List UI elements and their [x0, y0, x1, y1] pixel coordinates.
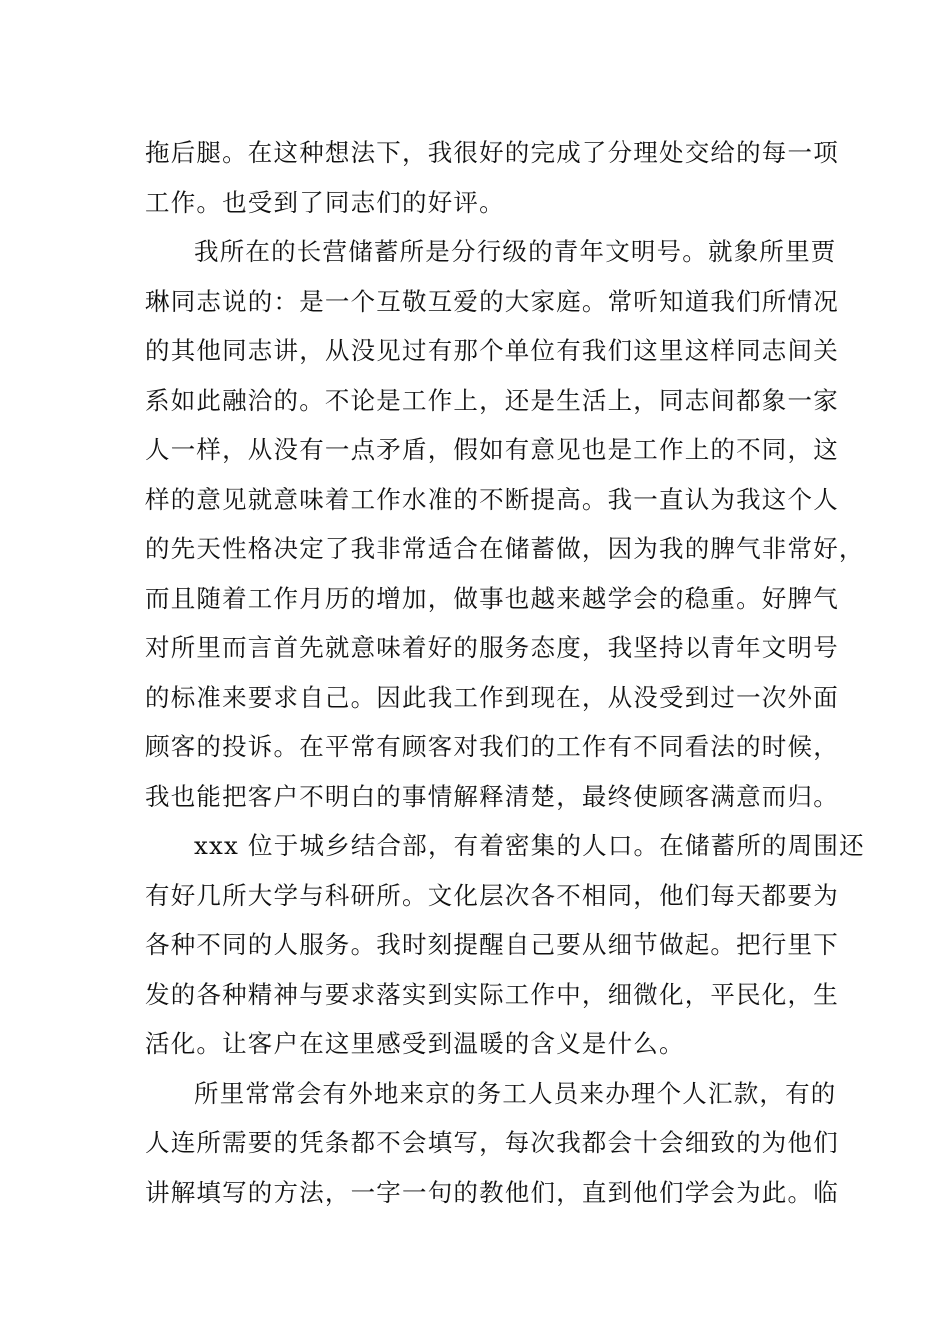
text-line: 的标准来要求自己。因此我工作到现在，从没受到过一次外面 [145, 682, 839, 712]
text-line: 讲解填写的方法，一字一句的教他们，直到他们学会为此。临 [145, 1177, 839, 1207]
text-line: 对所里而言首先就意味着好的服务态度，我坚持以青年文明号 [145, 633, 839, 662]
text-line: 人一样，从没有一点矛盾，假如有意见也是工作上的不同，这 [145, 435, 839, 464]
text-line: 的其他同志讲，从没见过有那个单位有我们这里这样同志间关 [145, 336, 839, 365]
text-line: 我也能把客户不明白的事情解释清楚，最终使顾客满意而归。 [145, 781, 839, 811]
text-line: 系如此融洽的。不论是工作上，还是生活上，同志间都象一家 [145, 385, 839, 415]
text-line: 样的意见就意味着工作水准的不断提高。我一直认为我这个人 [145, 484, 839, 514]
text-line: 而且随着工作月历的增加，做事也越来越学会的稳重。好脾气 [145, 583, 839, 613]
text-line: 所里常常会有外地来京的务工人员来办理个人汇款，有的 [194, 1078, 837, 1108]
text-line: 的先天性格决定了我非常适合在储蓄做，因为我的脾气非常好， [145, 534, 865, 563]
text-line: xxx 位于城乡结合部，有着密集的人口。在储蓄所的周围还 [194, 831, 865, 860]
text-line: 我所在的长营储蓄所是分行级的青年文明号。就象所里贾 [194, 237, 837, 266]
text-line: 各种不同的人服务。我时刻提醒自己要从细节做起。把行里下 [145, 930, 839, 959]
text-line: 琳同志说的：是一个互敬互爱的大家庭。常听知道我们所情况 [145, 286, 839, 316]
text-line: 工作。也受到了同志们的好评。 [145, 187, 505, 217]
body-text [145, 128, 865, 1217]
text-line: 有好几所大学与科研所。文化层次各不相同，他们每天都要为 [145, 880, 839, 910]
text-line: 拖后腿。在这种想法下，我很好的完成了分理处交给的每一项 [145, 138, 839, 167]
text-line: 活化。让客户在这里感受到温暖的含义是什么。 [145, 1029, 685, 1058]
text-line: 人连所需要的凭条都不会填写，每次我都会十会细致的为他们 [145, 1128, 839, 1157]
text-line: 发的各种精神与要求落实到实际工作中，细微化，平民化，生 [145, 979, 839, 1009]
text-line: 顾客的投诉。在平常有顾客对我们的工作有不同看法的时候， [145, 732, 839, 761]
